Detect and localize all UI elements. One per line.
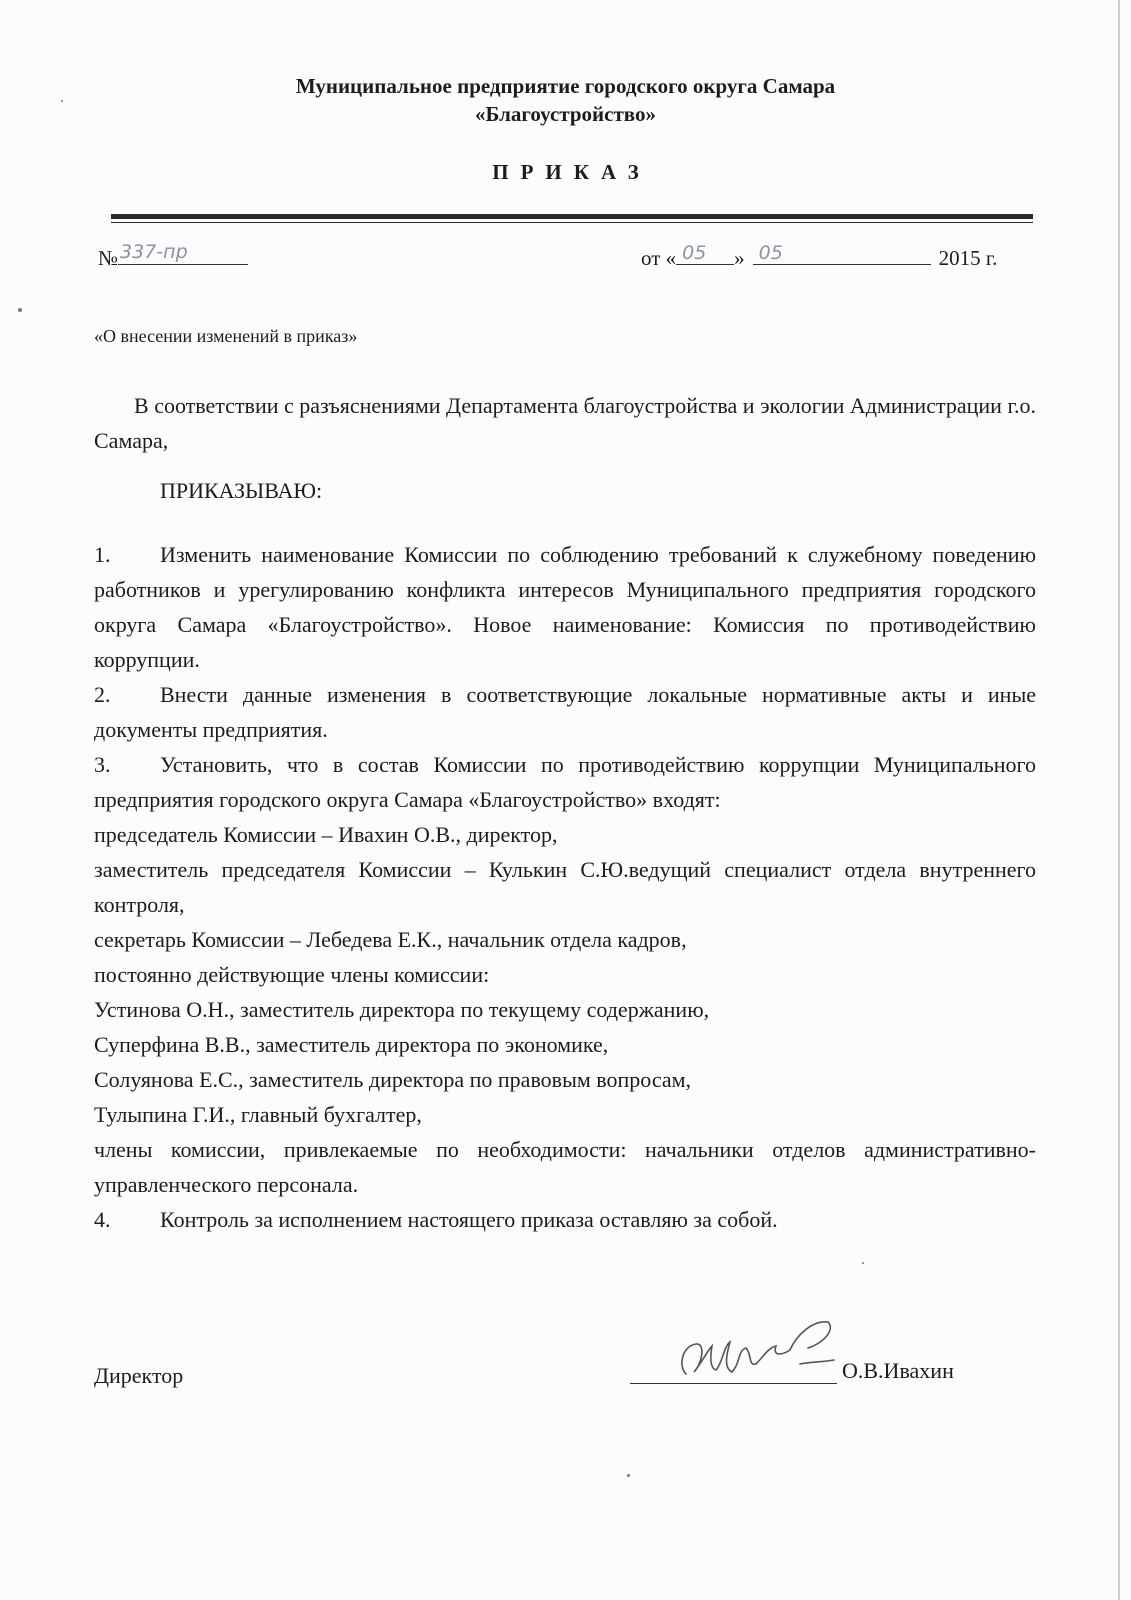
order-item-1 [94,537,1036,677]
invited-members: члены комиссии, привлекаемые по необходимости: начальники отделов административно-управленческого персонала. [94,1137,1036,1197]
preamble-text: В соответствии с разъяснениями Департамента благоустройства и экологии Администрации г.о. Самара, [94,393,1036,453]
number-blank [118,241,248,265]
date-year: 2015 г. [938,246,998,270]
order-word: ПРИКАЗЫВАЮ: [160,478,323,503]
order-item-2 [94,677,1036,747]
order-number [98,241,248,270]
header-rule-thick [111,214,1033,219]
permanent-member: Солуянова Е.С., заместитель директора по правовым вопросам, [94,1067,692,1092]
handwritten-signature [672,1306,837,1388]
preamble [94,388,1036,458]
item-number: 2. [94,682,111,707]
scan-speck [627,1474,630,1477]
organization-header [0,72,1131,128]
date-day-blank [676,242,734,265]
item-text: Изменить наименование Комиссии по соблюдению требований к служебному поведению работников и урегулированию конфликта интересов Муниципального предприятия городского округа Самара «Благоустройство». Новое наименование: Комиссия по противодействию коррупции. [94,542,1036,672]
member-chair: председатель Комиссии – Ивахин О.В., директор, [94,822,558,847]
scan-speck [862,1262,864,1264]
permanent-member: Устинова О.Н., заместитель директора по текущему содержанию, [94,997,710,1022]
permanent-member: Суперфина В.В., заместитель директора по экономике, [94,1032,609,1057]
number-sign: № [98,246,119,270]
member-secretary: секретарь Комиссии – Лебедева Е.К., начальник отдела кадров, [94,927,687,952]
scan-speck [61,100,63,102]
handwritten-month: 05 [758,242,783,264]
header-rule-thin [111,222,1033,223]
handwritten-number: 337-пр [120,241,188,263]
scan-edge [1118,0,1120,1600]
org-name-line2: «Благоустройство» [475,102,656,126]
item-number: 4. [94,1207,111,1232]
item-text: Установить, что в состав Комиссии по противодействию коррупции Муниципального предприятия городского округа Самара «Благоустройство» входят: [94,752,1036,812]
date-month-blank [753,242,931,265]
order-item-4 [94,1202,1036,1237]
signatory-name: О.В.Ивахин [842,1358,954,1383]
handwritten-day: 05 [682,242,707,264]
scan-speck [18,308,22,312]
order-date [641,242,998,270]
order-items [94,537,1036,1237]
item-number: 1. [94,542,111,567]
order-subject: «О внесении изменений в приказ» [94,326,358,346]
permanent-members-heading: постоянно действующие члены комиссии: [94,962,490,987]
item-number: 3. [94,752,111,777]
permanent-member: Тулыпина Г.И., главный бухгалтер, [94,1102,422,1127]
member-deputy: заместитель председателя Комиссии – Кулькин С.Ю.ведущий специалист отдела внутреннего контроля, [94,857,1036,917]
item-text: Внести данные изменения в соответствующие локальные нормативные акты и иные документы предприятия. [94,682,1036,742]
item-text: Контроль за исполнением настоящего приказа оставляю за собой. [160,1207,778,1232]
signatory-title: Директор [94,1363,184,1388]
order-item-3 [94,747,1036,817]
document-type-title: ПРИКАЗ [492,160,651,184]
org-name-line1: Муниципальное предприятие городского округа Самара [295,74,836,98]
date-from-label: от « [641,246,677,270]
date-close-quote: » [734,246,745,270]
